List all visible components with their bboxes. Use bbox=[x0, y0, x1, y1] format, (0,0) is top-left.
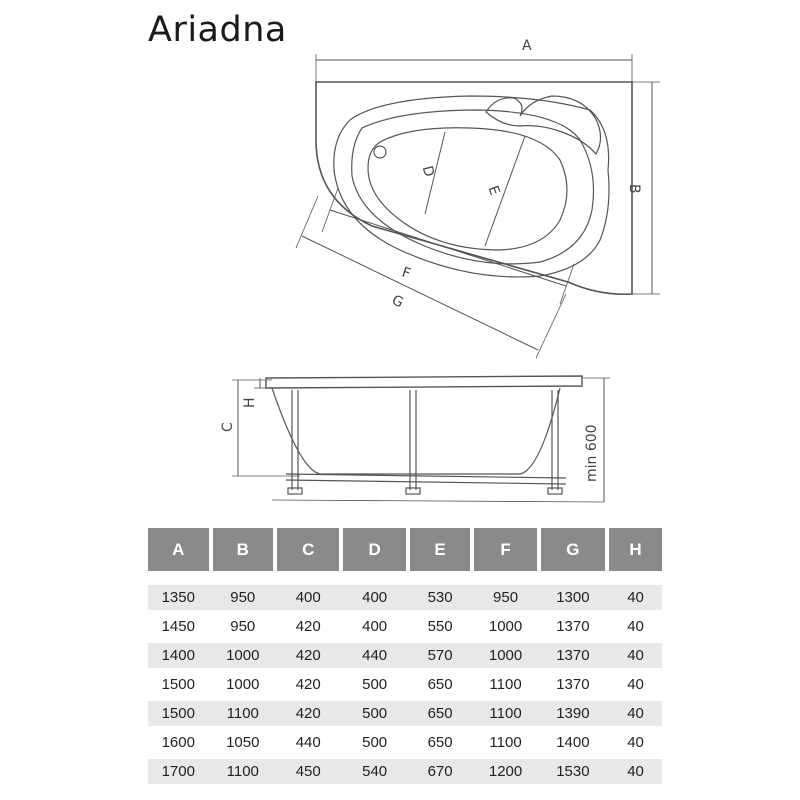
table-cell: 40 bbox=[627, 618, 644, 635]
table-cell: 530 bbox=[427, 589, 453, 606]
drain-icon bbox=[374, 146, 386, 158]
table-cell: 1500 bbox=[161, 676, 195, 693]
table-cell: 40 bbox=[627, 763, 644, 780]
table-row bbox=[148, 585, 662, 610]
table-cell: 420 bbox=[295, 618, 321, 635]
table-cell: 440 bbox=[295, 734, 321, 751]
table-cell: 1100 bbox=[226, 705, 259, 722]
table-cell: 1530 bbox=[556, 763, 590, 780]
table-cell: 650 bbox=[427, 676, 453, 693]
table-cell: 1370 bbox=[556, 676, 590, 693]
table-body bbox=[148, 585, 662, 784]
table-cell: 40 bbox=[627, 589, 644, 606]
table-cell: 570 bbox=[427, 647, 453, 664]
table-cell: 40 bbox=[627, 734, 644, 751]
table-header-cell: D bbox=[343, 528, 405, 571]
floor-line bbox=[272, 500, 604, 502]
table-cell: 450 bbox=[295, 763, 321, 780]
label-b: B bbox=[626, 184, 642, 194]
table-cell: 40 bbox=[627, 676, 644, 693]
table-cell: 500 bbox=[362, 734, 388, 751]
table-header-cell: C bbox=[277, 528, 339, 571]
table-cell: 500 bbox=[362, 676, 388, 693]
table-cell: 1370 bbox=[556, 647, 590, 664]
table-cell: 1600 bbox=[161, 734, 195, 751]
dim-g-line bbox=[302, 236, 538, 350]
table-header-row bbox=[148, 528, 662, 571]
table-cell: 1370 bbox=[556, 618, 590, 635]
dimensions-table bbox=[148, 528, 662, 788]
table-cell: 1300 bbox=[556, 589, 590, 606]
table-cell: 400 bbox=[362, 618, 388, 635]
label-e: E bbox=[484, 183, 503, 198]
table-cell: 1390 bbox=[556, 705, 590, 722]
product-title: Ariadna bbox=[148, 10, 287, 50]
tub-inner-rim bbox=[352, 110, 594, 264]
table-cell: 1450 bbox=[161, 618, 195, 635]
table-cell: 1050 bbox=[226, 734, 260, 751]
table-cell: 420 bbox=[295, 647, 321, 664]
label-f: F bbox=[399, 264, 413, 283]
table-row bbox=[148, 701, 662, 726]
label-d: D bbox=[418, 164, 437, 179]
table-row bbox=[148, 614, 662, 639]
table-cell: 1100 bbox=[489, 705, 522, 722]
table-cell: 550 bbox=[427, 618, 453, 635]
label-min600: min 600 bbox=[584, 424, 600, 482]
table-header-cell: G bbox=[541, 528, 605, 571]
table-cell: 950 bbox=[230, 589, 256, 606]
table-cell: 1100 bbox=[226, 763, 259, 780]
table-header-cell: A bbox=[148, 528, 209, 571]
table-cell: 670 bbox=[427, 763, 453, 780]
table-cell: 1400 bbox=[161, 647, 195, 664]
table-header-cell: H bbox=[609, 528, 662, 571]
table-row bbox=[148, 759, 662, 784]
foot-right bbox=[548, 488, 562, 494]
table-cell: 1000 bbox=[488, 618, 523, 635]
table-cell: 1200 bbox=[488, 763, 523, 780]
table-cell: 1400 bbox=[556, 734, 590, 751]
table-cell: 1350 bbox=[161, 589, 195, 606]
table-cell: 540 bbox=[362, 763, 388, 780]
table-cell: 1500 bbox=[161, 705, 195, 722]
table-header-cell: B bbox=[213, 528, 274, 571]
table-cell: 1000 bbox=[226, 647, 260, 664]
label-c: C bbox=[220, 422, 236, 432]
dim-f-line bbox=[330, 210, 566, 286]
label-g: G bbox=[389, 292, 406, 312]
table-cell: 1000 bbox=[488, 647, 523, 664]
table-cell: 950 bbox=[230, 618, 256, 635]
foot-mid bbox=[406, 488, 420, 494]
table-row bbox=[148, 730, 662, 755]
table-cell: 950 bbox=[493, 589, 519, 606]
table-cell: 500 bbox=[362, 705, 388, 722]
tub-outline bbox=[316, 82, 632, 294]
table-cell: 40 bbox=[627, 647, 644, 664]
top-view bbox=[296, 54, 660, 358]
label-a: A bbox=[522, 38, 532, 54]
table-cell: 650 bbox=[427, 705, 453, 722]
table-row bbox=[148, 643, 662, 668]
table-header-cell: F bbox=[474, 528, 536, 571]
table-row bbox=[148, 672, 662, 697]
table-cell: 1100 bbox=[489, 734, 522, 751]
side-view bbox=[232, 376, 610, 502]
table-cell: 420 bbox=[295, 676, 321, 693]
table-cell: 400 bbox=[295, 589, 321, 606]
table-header-cell: E bbox=[410, 528, 471, 571]
foot-left bbox=[288, 488, 302, 494]
table-cell: 1100 bbox=[489, 676, 522, 693]
table-cell: 420 bbox=[295, 705, 321, 722]
label-h: H bbox=[242, 397, 258, 408]
side-rim bbox=[266, 376, 582, 388]
table-cell: 440 bbox=[362, 647, 388, 664]
table-cell: 40 bbox=[627, 705, 644, 722]
table-cell: 400 bbox=[362, 589, 388, 606]
table-cell: 1700 bbox=[161, 763, 195, 780]
table-cell: 1000 bbox=[226, 676, 260, 693]
table-cell: 650 bbox=[427, 734, 453, 751]
